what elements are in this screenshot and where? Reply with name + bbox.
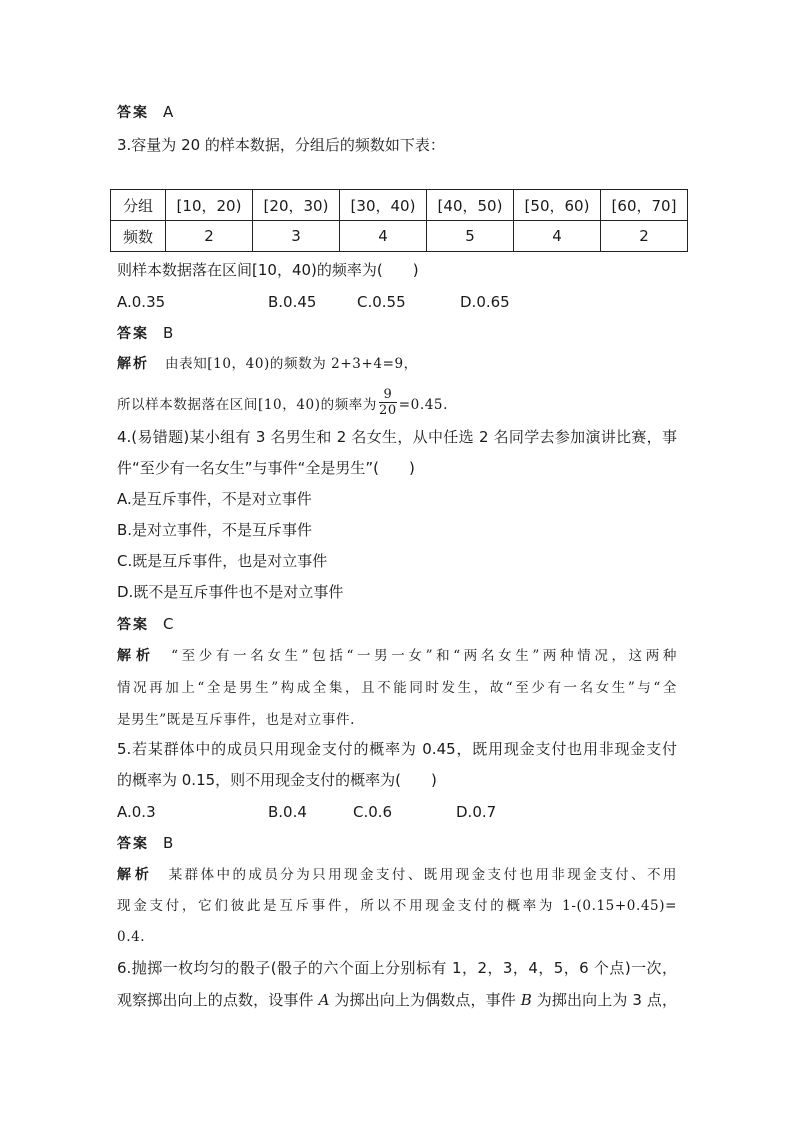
q5-options [117, 802, 677, 822]
stem-text: 为掷出向上为偶数点，事件 [329, 991, 521, 1009]
q4-stem-line2: 件“至少有一名女生”与事件“全是男生”( ) [117, 459, 415, 477]
frequency-table [110, 189, 688, 252]
answer-label: 答案 [117, 105, 149, 121]
option-c: C.0.6 [353, 803, 393, 821]
fraction-numerator: 9 [379, 387, 397, 403]
table-cell: 2 [166, 221, 253, 252]
option-c: C.0.55 [357, 293, 406, 311]
q3-question: 则样本数据落在区间[10，40)的频率为( ) [117, 261, 419, 279]
table-header-cell: 频数 [111, 221, 166, 252]
answer-label: 答案 [117, 617, 149, 633]
q6-stem-line2 [117, 990, 677, 1010]
solution-label: 解析 [117, 356, 149, 372]
fraction-denominator: 20 [379, 403, 397, 418]
q2-answer [117, 102, 173, 123]
stem-text: 为掷出向上为 3 点， [531, 991, 677, 1009]
fraction [379, 387, 397, 418]
q3-stem: 3.容量为 20 的样本数据，分组后的频数如下表： [117, 136, 445, 154]
table-cell: [60，70] [601, 190, 688, 221]
solution-text: =0.45. [398, 397, 449, 413]
option-a: A.0.35 [117, 293, 166, 311]
solution-label: 解析 [117, 648, 156, 664]
q4-solution-line3: 是男生”既是互斥事件，也是对立事件. [117, 712, 355, 728]
q4-option-d: D.既不是互斥事件也不是对立事件 [117, 583, 344, 601]
q5-answer [117, 833, 173, 854]
solution-text: 所以样本数据落在区间[10，40)的频率为 [117, 397, 377, 413]
solution-label: 解析 [117, 867, 153, 883]
q4-solution-line1 [117, 646, 677, 666]
table-cell: [20，30) [253, 190, 340, 221]
table-cell: [40，50) [427, 190, 514, 221]
q4-option-c: C.既是互斥事件，也是对立事件 [117, 552, 328, 570]
q4-option-b: B.是对立事件，不是互斥事件 [117, 521, 313, 539]
q3-solution-line2 [117, 387, 449, 421]
answer-value: B [163, 324, 174, 342]
table-header-cell: 分组 [111, 190, 166, 221]
q5-solution-line3: 0.4. [117, 929, 146, 945]
answer-value: C [163, 615, 174, 633]
q4-answer [117, 614, 173, 635]
table-row [111, 221, 688, 252]
table-cell: 3 [253, 221, 340, 252]
q3-solution-line1 [117, 354, 418, 374]
answer-value: B [163, 834, 174, 852]
q4-solution-line2: 情况再加上“全是男生”构成全集，且不能同时发生，故“至少有一名女生”与“全 [117, 680, 677, 696]
variable-a: A [318, 991, 330, 1009]
answer-value: A [163, 103, 174, 121]
option-b: B.0.4 [268, 803, 307, 821]
solution-text: 由表知[10，40)的频数为 2+3+4=9， [165, 356, 418, 372]
q6-stem-line1: 6.抛掷一枚均匀的骰子(骰子的六个面上分别标有 1，2，3，4，5，6 个点)一次， [117, 959, 677, 977]
option-d: D.0.7 [456, 803, 497, 821]
q3-answer [117, 323, 173, 344]
solution-text: “至少有一名女生”包括“一男一女”和“两名女生”两种情况，这两种 [171, 648, 678, 664]
table-cell: [30，40) [340, 190, 427, 221]
option-d: D.0.65 [460, 293, 510, 311]
table-cell: 2 [601, 221, 688, 252]
table-cell: [10，20) [166, 190, 253, 221]
q5-stem-line2: 的概率为 0.15，则不用现金支付的概率为( ) [117, 771, 437, 789]
option-a: A.0.3 [117, 803, 156, 821]
q4-stem-line1: 4.(易错题)某小组有 3 名男生和 2 名女生，从中任选 2 名同学去参加演讲比赛，事 [117, 428, 677, 446]
answer-label: 答案 [117, 326, 149, 342]
solution-text: 某群体中的成员分为只用现金支付、既用现金支付也用非现金支付、不用 [168, 867, 677, 883]
table-row [111, 190, 688, 221]
q5-solution-line2: 现金支付，它们彼此是互斥事件，所以不用现金支付的概率为 1-(0.15+0.45)= [117, 898, 677, 914]
q5-solution-line1 [117, 865, 677, 885]
stem-text: 观察掷出向上的点数，设事件 [117, 991, 319, 1009]
q5-stem-line1: 5.若某群体中的成员只用现金支付的概率为 0.45，既用现金支付也用非现金支付 [117, 740, 677, 758]
table-cell: [50，60) [514, 190, 601, 221]
table-cell: 5 [427, 221, 514, 252]
answer-label: 答案 [117, 836, 149, 852]
option-b: B.0.45 [268, 293, 317, 311]
q4-option-a: A.是互斥事件，不是对立事件 [117, 490, 312, 508]
q3-options [117, 292, 677, 312]
variable-b: B [520, 991, 532, 1009]
table-cell: 4 [340, 221, 427, 252]
table-cell: 4 [514, 221, 601, 252]
